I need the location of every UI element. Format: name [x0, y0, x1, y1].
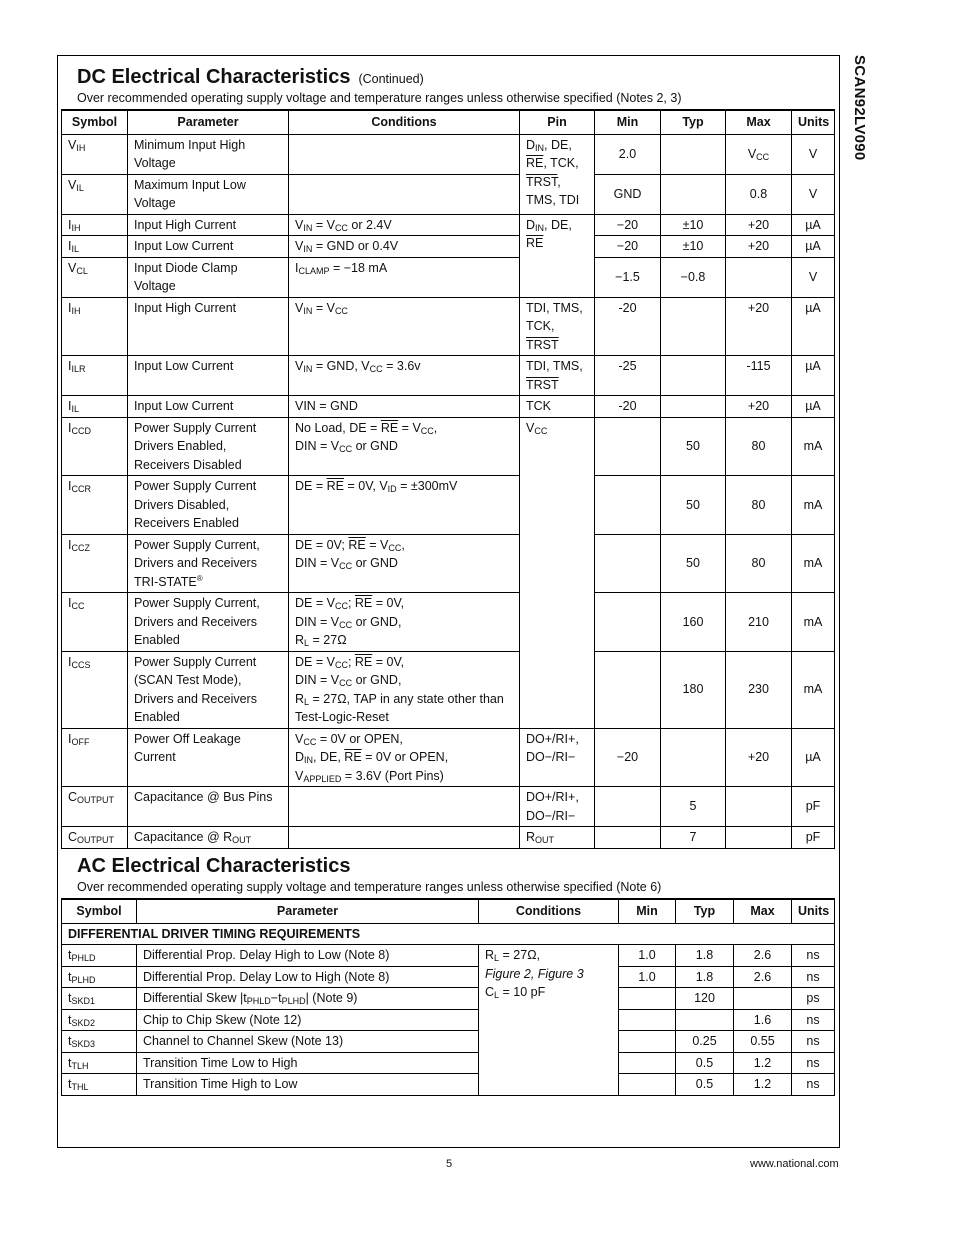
table-row: $C_{OUTPUT}$ Capacitance @ Bus Pins DO+/RI+, DO−/RI− 5 pF: [62, 787, 835, 827]
table-row: $I_{CCD}$ Power Supply Current Drivers Enabled, Receivers Disabled No Load, DE = $\overline{RE} = V_{CC}$, DIN = $V_{CC}$ or GND $V_{CC}$ 50 80 mA: [62, 417, 835, 476]
dc-title: DC Electrical Characteristics (Continued): [77, 66, 424, 88]
ac-subtitle: Over recommended operating supply voltage and temperature ranges unless otherwise specified (Note 6): [77, 880, 662, 894]
table-row: $I_{IL}$ Input Low Current $V_{IN}$ = GND or 0.4V −20 ±10 +20 µA: [62, 236, 835, 258]
table-row: $I_{IH}$ Input High Current $V_{IN} = V_{CC}$ or 2.4V $D_{IN}$, DE, $\overline{RE}$ −20 ±10 +20 µA: [62, 214, 835, 236]
table-row: $I_{CC}$ Power Supply Current, Drivers and Receivers Enabled DE = $V_{CC}$; $\overline{RE} = 0V$, DIN = $V_{CC}$ or GND, $R_L = 27\Omega$ 160 210 mA: [62, 593, 835, 652]
side-part-number: SCAN92LV090: [851, 55, 868, 161]
ac-table: [61, 898, 835, 1096]
dc-table: [61, 109, 835, 849]
table-row: $I_{CCS}$ Power Supply Current (SCAN Test Mode), Drivers and Receivers Enabled DE = $V_{CC}$; $\overline{RE} = 0V$, DIN = $V_{CC}$ or GND, $R_L = 27\Omega$, TAP in any state other than Test-Logic-Reset 180 230 mA: [62, 651, 835, 728]
table-row: $I_{ILR}$ Input Low Current $V_{IN}$ = GND, $V_{CC} = 3.6v$ TDI, TMS, TRST -25 -115 µA: [62, 356, 835, 396]
page-number: 5: [446, 1158, 453, 1170]
table-row: $t_{SKD2}$ Chip to Chip Skew (Note 12) 1.6 ns: [62, 1009, 835, 1031]
table-row: $t_{THL}$ Transition Time High to Low 0.5 1.2 ns: [62, 1074, 835, 1096]
table-row: $C_{OUTPUT}$ Capacitance @ $R_{OUT}$ $R_{OUT}$ 7 pF: [62, 827, 835, 849]
table-row: $t_{SKD3}$ Channel to Channel Skew (Note 13) 0.25 0.55 ns: [62, 1031, 835, 1053]
table-row: $t_{TLH}$ Transition Time Low to High 0.5 1.2 ns: [62, 1052, 835, 1074]
footer-url[interactable]: www.national.com: [750, 1158, 839, 1170]
dc-subtitle: Over recommended operating supply voltage and temperature ranges unless otherwise specified (Notes 2, 3): [77, 91, 682, 105]
table-row: $V_{IH}$ Minimum Input High Voltage $D_{IN}$, DE, $\overline{RE}$, TCK, TRST, TMS, TDI 2.0 $V_{CC}$ V: [62, 134, 835, 174]
table-row: $I_{IL}$ Input Low Current VIN = GND TCK -20 +20 µA: [62, 396, 835, 418]
table-row: $V_{CL}$ Input Diode Clamp Voltage $I_{CLAMP} = -18$ mA −1.5 −0.8 V: [62, 257, 835, 297]
ac-title: AC Electrical Characteristics: [77, 855, 351, 877]
table-header-row: Symbol Parameter Conditions Pin Min Typ Max Units: [62, 110, 835, 134]
table-row: $I_{IH}$ Input High Current $V_{IN} = V_{CC}$ TDI, TMS, TCK, TRST -20 +20 µA: [62, 297, 835, 356]
table-row: $V_{IL}$ Maximum Input Low Voltage GND 0.8 V: [62, 174, 835, 214]
table-row: $I_{CCR}$ Power Supply Current Drivers Disabled, Receivers Enabled DE = $\overline{RE} = 0V$, $V_{ID} = \pm 300mV$ 50 80 mA: [62, 476, 835, 535]
table-header-row: Symbol Parameter Conditions Min Typ Max Units: [62, 899, 835, 923]
table-row: $I_{OFF}$ Power Off Leakage Current $V_{CC} = 0V$ or OPEN, $D_{IN}$, DE, $\overline{RE} = 0V$ or OPEN, $V_{APPLIED} = 3.6V$ (Port Pins) DO+/RI+, DO−/RI− −20 +20 µA: [62, 728, 835, 787]
section-row: DIFFERENTIAL DRIVER TIMING REQUIREMENTS: [62, 923, 835, 945]
table-row: $t_{PHLD}$ Differential Prop. Delay High to Low (Note 8) $R_L = 27\Omega$, Figure 2, Figure 3 $C_L = 10$ pF 1.0 1.8 2.6 ns: [62, 945, 835, 967]
table-row: $t_{PLHD}$ Differential Prop. Delay Low to High (Note 8) 1.0 1.8 2.6 ns: [62, 966, 835, 988]
table-row: $t_{SKD1}$ Differential Skew $|t_{PHLD}-t_{PLHD}|$ (Note 9) 120 ps: [62, 988, 835, 1010]
table-row: $I_{CCZ}$ Power Supply Current, Drivers and Receivers TRI-STATE® DE = 0V; $\overline{RE} = V_{CC}$, DIN = $V_{CC}$ or GND 50 80 mA: [62, 534, 835, 593]
